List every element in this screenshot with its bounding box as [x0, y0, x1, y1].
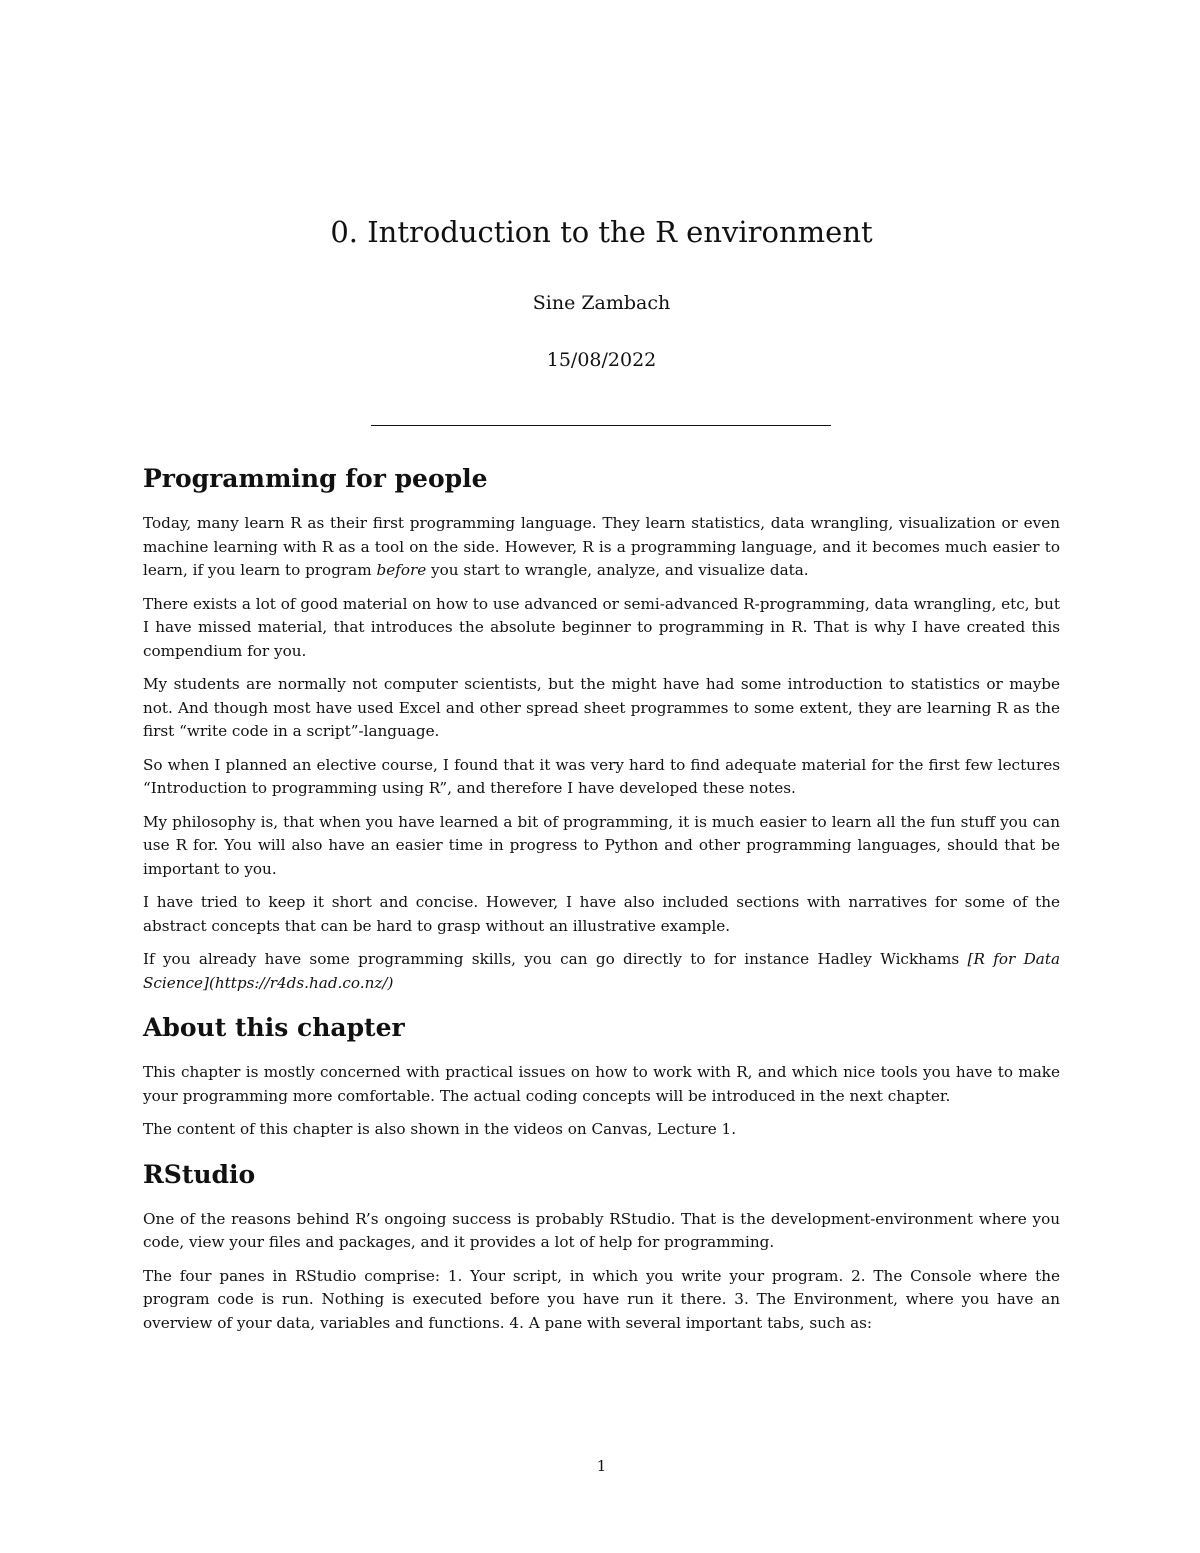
section-heading: RStudio: [143, 1159, 256, 1189]
document-page: [143, 0, 1060, 1553]
paragraph: One of the reasons behind R’s ongoing success is probably RStudio. That is the development-environment where you code, view your files and packages, and it provides a lot of help for programming.: [143, 1209, 1060, 1251]
title-rule: [371, 425, 831, 426]
paragraph: This chapter is mostly concerned with practical issues on how to work with R, and which nice tools you have to make your programming more comfortable. The actual coding concepts will be introduced in the next chapter.: [143, 1063, 1060, 1105]
paragraph: My students are normally not computer scientists, but the might have had some introduction to statistics or maybe not. And though most have used Excel and other spread sheet programmes to some extent, they are learning R as the first “write code in a script”-language.: [143, 675, 1060, 740]
page-number: 1: [596, 1457, 607, 1475]
r4ds-link[interactable]: [R for Data Science](https://r4ds.had.co.nz/): [143, 950, 1060, 992]
section-heading: Programming for people: [143, 464, 488, 493]
emphasis-text: before: [376, 561, 427, 579]
document-title: 0. Introduction to the R environment: [330, 215, 873, 249]
paragraph: My philosophy is, that when you have learned a bit of programming, it is much easier to learn all the fun stuff you can use R for. You will also have an easier time in progress to Python and other programming languages, should that be important to you.: [143, 812, 1060, 878]
paragraph-text: you start to wrangle, analyze, and visualize data.: [426, 561, 809, 579]
paragraph-text: If you already have some programming skills, you can go directly to for instance Hadley Wickhams: [143, 950, 968, 968]
title-block: [143, 212, 1060, 371]
document-date: 15/08/2022: [546, 349, 657, 371]
document-content: [143, 462, 1060, 1351]
document-author: Sine Zambach: [532, 292, 671, 314]
section-about-this-chapter: [143, 1011, 1060, 1142]
paragraph: [143, 948, 1060, 995]
paragraph-text: Today, many learn R as their first programming language. They learn statistics, data wrangling, visualization or even machine learning with R as a tool on the side. However, R is a programming language, and it becomes much easier to learn, if you learn to program: [143, 514, 1060, 579]
paragraph: So when I planned an elective course, I found that it was very hard to find adequate material for the first few lectures “Introduction to programming using R”, and therefore I have developed these notes.: [143, 755, 1060, 797]
section-heading: About this chapter: [143, 1013, 405, 1042]
paragraph: The content of this chapter is also shown in the videos on Canvas, Lecture 1.: [143, 1120, 737, 1138]
section-programming-for-people: [143, 462, 1060, 995]
paragraph: There exists a lot of good material on how to use advanced or semi-advanced R-programming, data wrangling, etc, but I have missed material, that introduces the absolute beginner to programming in R. That is why I have created this compendium for you.: [143, 594, 1060, 660]
section-rstudio: [143, 1158, 1060, 1336]
paragraph: I have tried to keep it short and concise. However, I have also included sections with narratives for some of the abstract concepts that can be hard to grasp without an illustrative example.: [143, 893, 1060, 935]
paragraph: The four panes in RStudio comprise: 1. Your script, in which you write your program. 2. The Console where the program code is run. Nothing is executed before you have run it there. 3. The Environment, where you have an overview of your data, variables and functions. 4. A pane with several important tabs, such as:: [143, 1266, 1060, 1332]
paragraph: [143, 512, 1060, 583]
